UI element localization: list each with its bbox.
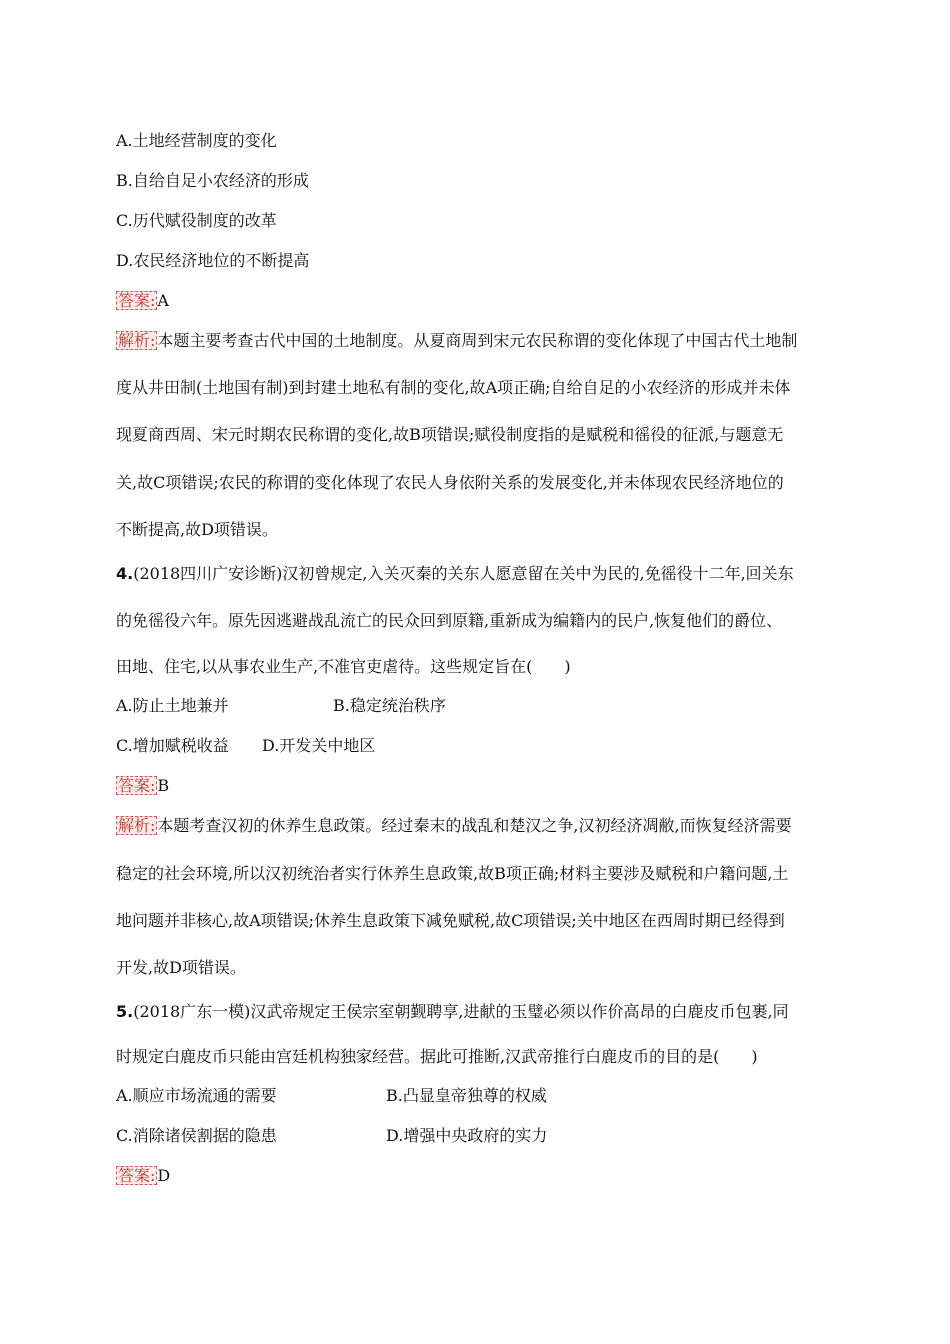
q3-analysis-line: 关,故C项错误;农民的称谓的变化体现了农民人身依附关系的发展变化,并未体现农民经济地位的: [116, 473, 784, 492]
answer-tag: 答案:: [118, 776, 156, 795]
analysis-tag: 解析:: [118, 331, 156, 350]
analysis-text: 本题主要考查古代中国的土地制度。从夏商周到宋元农民称谓的变化体现了中国古代土地制: [157, 331, 798, 350]
q5-option-c: C.消除诸侯割据的隐患: [116, 1126, 277, 1145]
q5-option-a: A.顺应市场流通的需要: [116, 1086, 277, 1105]
answer-value: D: [157, 1166, 171, 1185]
q5-stem-line: 时规定白鹿皮币只能由宫廷机构独家经营。据此可推断,汉武帝推行白鹿皮币的目的是( ): [116, 1047, 758, 1066]
q4-option-b: B.稳定统治秩序: [333, 696, 446, 715]
q3-option-a: A.土地经营制度的变化: [116, 131, 277, 150]
q3-answer: [116, 291, 169, 311]
question-number: 5.: [116, 1002, 134, 1021]
answer-value: A: [157, 291, 169, 310]
q4-stem-line: 的免徭役六年。原先因逃避战乱流亡的民众回到原籍,重新成为编籍内的民户,恢复他们的爵位、: [116, 611, 783, 630]
q3-analysis-line: 度从井田制(土地国有制)到封建土地私有制的变化,故A项正确;自给自足的小农经济的形成并未体: [116, 378, 791, 397]
answer-tag: 答案:: [118, 1166, 156, 1185]
answer-tag: 答案:: [118, 291, 156, 310]
q4-option-a: A.防止土地兼并: [116, 696, 229, 715]
question-number: 4.: [116, 564, 134, 583]
q3-analysis-line: 现夏商西周、宋元时期农民称谓的变化,故B项错误;赋役制度指的是赋税和徭役的征派,与题意无: [116, 425, 784, 444]
q3-option-c: C.历代赋役制度的改革: [116, 211, 277, 230]
q3-analysis-line: 不断提高,故D项错误。: [116, 520, 278, 539]
q5-answer: [116, 1166, 170, 1186]
q4-option-d: D.开发关中地区: [262, 736, 376, 755]
q3-analysis-line: [116, 331, 797, 351]
stem-text: (2018广东一模)汉武帝规定王侯宗室朝觐聘享,进献的玉璧必须以作价高昂的白鹿皮币包裹,同: [133, 1002, 789, 1021]
q5-stem: [116, 1002, 789, 1022]
stem-text: (2018四川广安诊断)汉初曾规定,入关灭秦的关东人愿意留在关中为民的,免徭役十二年,回关东: [133, 564, 794, 583]
q4-analysis-line: 开发,故D项错误。: [116, 958, 246, 977]
q4-stem-line: 田地、住宅,以从事农业生产,不准官吏虐待。这些规定旨在( ): [116, 657, 571, 676]
q3-option-b: B.自给自足小农经济的形成: [116, 171, 309, 190]
q4-option-c: C.增加赋税收益: [116, 736, 229, 755]
q3-option-d: D.农民经济地位的不断提高: [116, 251, 310, 270]
q4-analysis-line: 稳定的社会环境,所以汉初统治者实行休养生息政策,故B项正确;材料主要涉及赋税和户籍问题,土: [116, 864, 789, 883]
analysis-text: 本题考查汉初的休养生息政策。经过秦末的战乱和楚汉之争,汉初经济凋敝,而恢复经济需要: [157, 816, 792, 835]
q5-option-d: D.增强中央政府的实力: [386, 1126, 548, 1145]
answer-value: B: [157, 776, 170, 795]
analysis-tag: 解析:: [118, 816, 156, 835]
q4-stem: [116, 564, 794, 584]
q4-analysis-line: 地问题并非核心,故A项错误;休养生息政策下减免赋税,故C项错误;关中地区在西周时期已经得到: [116, 911, 785, 930]
q5-option-b: B.凸显皇帝独尊的权威: [386, 1086, 547, 1105]
q4-answer: [116, 776, 169, 796]
q4-analysis-line: [116, 816, 792, 836]
